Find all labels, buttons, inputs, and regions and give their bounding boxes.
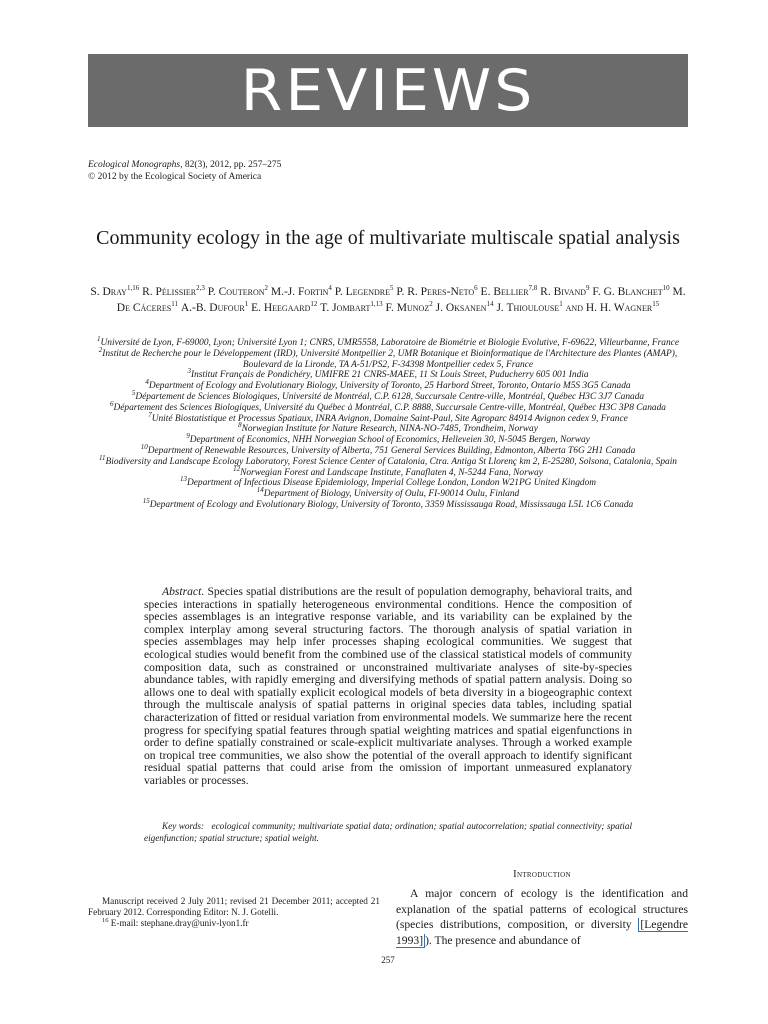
affiliation-text: Institut de Recherche pour le Développement (IRD), Université Montpellier 2, UMR Botanique et Bioinformatique de l'Architecture des Plantes (AMAP), Boulevard de la Lironde, TA A-51/PS2, F-34398 Montpellier cedex 5, France: [102, 348, 678, 370]
affiliation-number: 10: [140, 442, 148, 451]
affiliation: [88, 432, 688, 446]
author-name: P. R. Peres-Neto: [396, 286, 475, 298]
author-name: J. Oksanen: [435, 302, 487, 314]
affiliation-text: Department of Ecology and Evolutionary Biology, University of Toronto, 25 Harbord Street, Toronto, Ontario M5S 3G5 Canada: [148, 381, 631, 392]
author-name: P. Legendre: [334, 286, 390, 298]
author-affiliation-marker: 9: [586, 284, 590, 293]
affiliation: [88, 442, 688, 457]
affiliation: [88, 388, 688, 403]
abstract-text: . Species spatial distributions are the result of population demography, behavioral traits, and species interactions in spatially heterogeneous environmental conditions. Hence the composition of species assemblages is an integrative response variable, and its variability can be explained by the complex interplay among several structuring factors. The thorough analysis of spatial variation in species assemblages may help infer processes shaping ecological communities. We suggest that ecological studies would benefit from the combined use of the classical statistical models of community composition data, such as constrained or unconstrained multivariate analyses of site-by-species abundance tables, with rapidly emerging and diversifying methods of spatial pattern analysis. Doing so allows one to deal with spatially explicit ecological models of beta diversity in a biogeographic context through the multiscale analysis of spatial patterns in original species data tables, including spatial characterization of fitted or residual variation from environmental models. We summarize here the recent progress for specifying spatial features through spatial weighting matrices and spatial eigenfunctions in order to define spatially constrained or scale-explicit multivariate analyses. Through a worked example on tropical tree communities, we also show the potential of the overall approach to identify significant residual spatial patterns that could arise from the omission of important unmeasured explanatory variables or processes.: [144, 585, 632, 787]
author-name: F. G. Blanchet: [592, 286, 663, 298]
affiliation-number: 2: [98, 345, 103, 354]
affiliation-text: Department of Renewable Resources, University of Alberta, 751 General Services Building, Edmonton, Alberta T6G 2H1 Canada: [147, 445, 636, 456]
affiliation: [88, 399, 688, 414]
article-title: Community ecology in the age of multivariate multiscale spatial analysis: [96, 227, 680, 249]
affiliation-text: Département des Sciences Biologiques, Université du Québec à Montréal, C.P. 8888, Succursale Centre-ville, Montréal, Québec H3C 3P8 Canada: [113, 402, 666, 413]
author-name: E. Bellier: [480, 286, 529, 298]
affiliation-number: 3: [187, 367, 191, 376]
affiliation-text: Norwegian Forest and Landscape Institute, Fanaflaten 4, N-5244 Fana, Norway: [240, 467, 543, 478]
author-affiliation-marker: 2: [429, 300, 433, 309]
affiliation-number: 14: [256, 486, 264, 495]
affiliation: [88, 453, 688, 468]
citation-link[interactable]: [Legendre 1993]: [396, 918, 688, 947]
author-name: S. Dray: [90, 286, 127, 298]
affiliation: [88, 367, 688, 381]
affiliation-number: 9: [186, 432, 190, 441]
affiliation-text: Department of Ecology and Evolutionary Biology, University of Toronto, 3359 Mississauga Road, Mississauga L5L 1C6 Canada: [149, 499, 634, 510]
affiliation-text: Department of Economics, NHH Norwegian School of Economics, Helleveien 30, N-5045 Bergen, Norway: [189, 435, 590, 446]
intro-text-before: A major concern of ecology is the identification and explanation of the spatial patterns of ecological structures (species distributions, composition, or diversity: [396, 887, 688, 932]
manuscript-note: Manuscript received 2 July 2011; revised 21 December 2011; accepted 21 February 2012. Corresponding Editor: N. J. Gotelli.: [88, 896, 380, 917]
journal-citation: [88, 159, 281, 183]
author-affiliation-marker: 1: [244, 300, 249, 309]
affiliation-number: 11: [99, 453, 106, 462]
author-affiliation-marker: 2: [264, 284, 268, 293]
author-name: A.-B. Dufour: [180, 302, 245, 314]
author-name: M.-J. Fortin: [270, 286, 329, 298]
affiliation-number: 4: [145, 378, 149, 387]
author-name: P. Couteron: [207, 286, 265, 298]
affiliation-text: Department of Infectious Disease Epidemiology, Imperial College London, London W21PG United Kingdom: [186, 478, 597, 489]
affiliation: [88, 496, 688, 511]
intro-text-after: ). The presence and abundance of: [425, 933, 581, 947]
keywords-text: ecological community; multivariate spatial data; ordination; spatial autocorrelation; spatial connectivity; spatial eigenfunction; spatial structure; spatial weight.: [144, 821, 632, 843]
affiliation-text: Unité Biostatistique et Processus Spatiaux, INRA Avignon, Domaine Saint-Paul, Site Agroparc 84914 Avignon cedex 9, France: [151, 413, 628, 424]
keywords-label: Key words:: [162, 821, 204, 831]
author-affiliation-marker: 11: [171, 300, 178, 309]
affiliation-text: Norwegian Institute for Nature Research, NINA-NO-7485, Trondheim, Norway: [241, 424, 538, 435]
affiliation-text: Institut Français de Pondichéry, UMIFRE 21 CNRS-MAEE, 11 St Louis Street, Puducherry 605 001 India: [190, 370, 589, 381]
affiliation-text: Université de Lyon, F-69000, Lyon; Université Lyon 1; CNRS, UMR5558, Laboratoire de Biométrie et Biologie Evolutive, F-69622, Villeurbanne, France: [100, 338, 679, 348]
affiliation-list: [88, 334, 688, 511]
author-name: M. De Cáceres: [116, 286, 686, 314]
author-name: T. Jombart: [320, 302, 371, 314]
author-name: R. Pélissier: [142, 286, 197, 298]
affiliation: [88, 464, 688, 479]
author-affiliation-marker: 2,3: [196, 284, 205, 293]
author-affiliation-marker: 10: [662, 284, 670, 293]
author-affiliation-marker: 6: [474, 284, 478, 293]
abstract-label: Abstract: [162, 585, 202, 598]
author-name: H. H. Wagner: [585, 302, 653, 314]
footnote: [88, 896, 380, 929]
introduction-text: [396, 886, 688, 948]
email-footnote-marker: 16: [102, 916, 109, 924]
author-affiliation-marker: 1,13: [370, 300, 383, 309]
abstract: [144, 586, 632, 788]
introduction-heading: Introduction: [513, 869, 571, 880]
affiliation-number: 6: [110, 399, 114, 408]
author-list: [88, 284, 688, 316]
author-affiliation-marker: 1: [559, 300, 563, 309]
affiliation-number: 5: [131, 388, 136, 397]
journal-name: Ecological Monographs: [88, 160, 181, 170]
affiliation: [88, 345, 688, 371]
affiliation: [88, 378, 688, 392]
author-name: R. Bivand: [540, 286, 587, 298]
affiliation: [88, 421, 688, 435]
author-name: J. Thioulouse: [496, 302, 560, 314]
affiliation-number: 12: [233, 464, 241, 473]
email-note: [88, 918, 380, 929]
reviews-banner: [88, 54, 688, 127]
affiliation: [88, 334, 688, 349]
author-affiliation-marker: 12: [310, 300, 318, 309]
affiliation: [88, 475, 688, 489]
affiliation-number: 13: [179, 475, 187, 484]
page-number: 257: [381, 955, 395, 965]
copyright-line: © 2012 by the Ecological Society of America: [88, 172, 262, 182]
affiliation: [88, 486, 688, 500]
affiliation-number: 7: [148, 410, 152, 419]
email-address: E-mail: stephane.dray@univ-lyon1.fr: [110, 918, 249, 928]
author-affiliation-marker: 4: [328, 284, 332, 293]
affiliation-text: Département de Sciences Biologiques, Université de Montréal, C.P. 6128, Succursale Centre-ville, Montréal, Québec H3C 3J7 Canada: [135, 391, 645, 402]
author-affiliation-marker: 5: [390, 284, 394, 293]
author-name: E. Heegaard: [251, 302, 311, 314]
journal-volume-pages: , 82(3), 2012, pp. 257–275: [180, 160, 282, 170]
affiliation-text: Biodiversity and Landscape Ecology Laboratory, Forest Science Center of Catalonia, Ctra. Antiga St Llorenç km 2, E-25280, Solsona, Catalonia, Spain: [105, 456, 677, 467]
author-affiliation-marker: 7,8: [528, 284, 538, 293]
affiliation-number: 8: [238, 421, 242, 430]
author-affiliation-marker: 15: [652, 300, 660, 309]
author-affiliation-marker: 1,16: [126, 284, 140, 293]
keywords: [144, 820, 632, 844]
author-separator: and: [562, 302, 586, 314]
affiliation: [88, 410, 688, 425]
banner-title: REVIEWS: [240, 57, 536, 124]
author-affiliation-marker: 14: [486, 300, 494, 309]
affiliation-number: 1: [97, 334, 101, 343]
affiliation-text: Department of Biology, University of Oulu, FI-90014 Oulu, Finland: [263, 489, 520, 500]
author-name: F. Munoz: [385, 302, 430, 314]
affiliation-number: 15: [142, 496, 150, 505]
